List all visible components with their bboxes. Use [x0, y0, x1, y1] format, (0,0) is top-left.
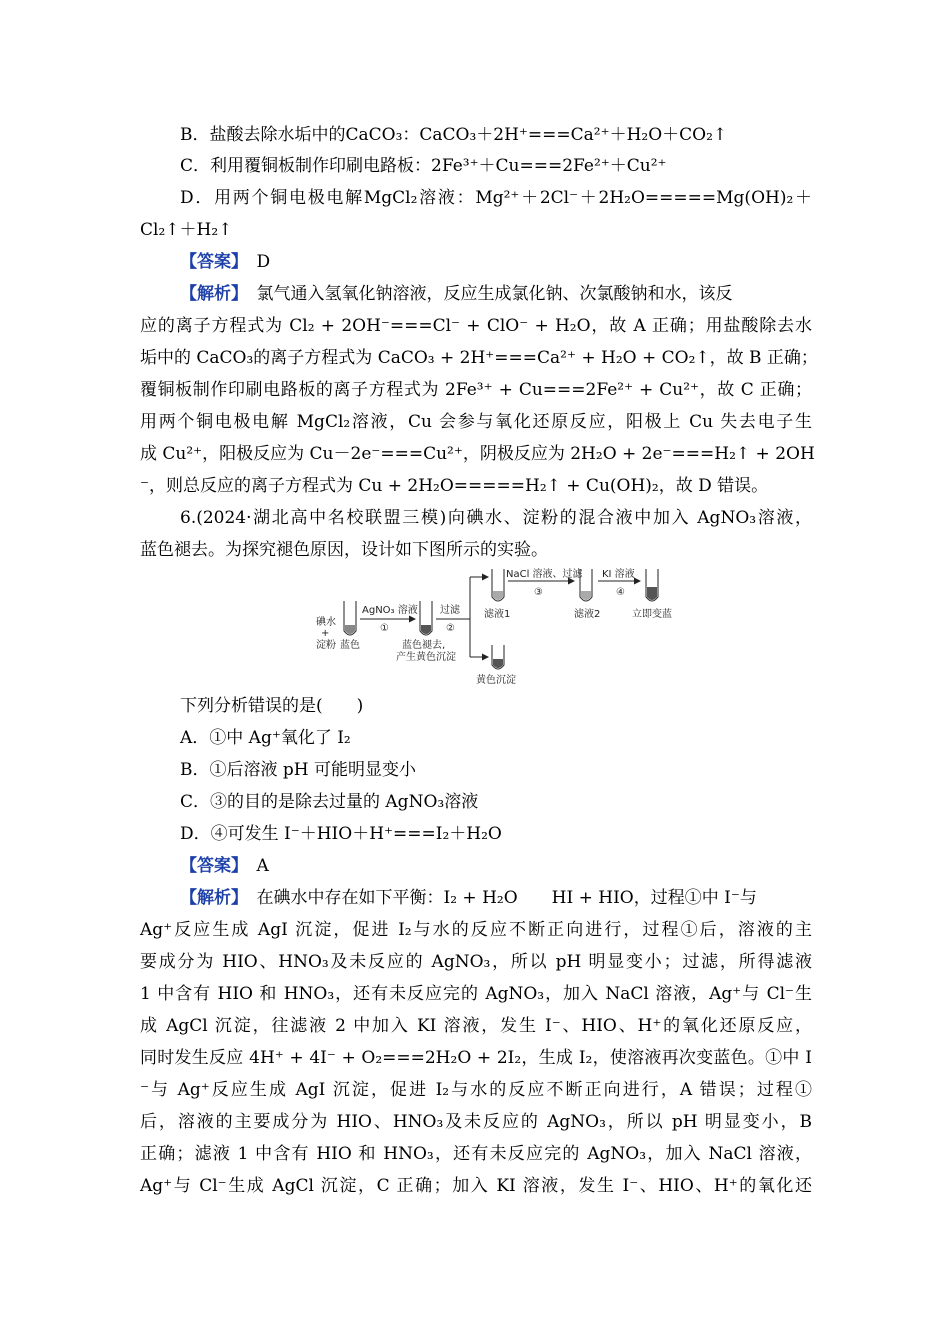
analysis-2-line-6: 同时发生反应 4H⁺ + 4I⁻ + O₂===2H₂O + 2I₂，生成 I₂，使溶液再次变蓝色。①中 I	[140, 1048, 812, 1068]
analysis-1-line-3: 垢中的 CaCO₃的离子方程式为 CaCO₃ + 2H⁺===Ca²⁺ + H₂O + CO₂↑，故 B 正确；	[140, 348, 818, 368]
arrow-2-label: 过滤	[440, 605, 460, 616]
analysis-2-line-3: 要成分为 HIO、HNO₃及未反应的 AgNO₃，所以 pH 明显变小；过滤，所得滤液	[140, 952, 812, 972]
analysis-1-line-1	[180, 283, 812, 305]
experiment-diagram	[310, 567, 690, 687]
question-6-option-a: A．①中 Ag⁺氧化了 I₂	[180, 728, 351, 748]
arrow-1-label: AgNO₃ 溶液	[362, 605, 418, 616]
option-c-equation: C．利用覆铜板制作印刷电路板：2Fe³⁺＋Cu===2Fe²⁺＋Cu²⁺	[180, 156, 667, 176]
option-d-equation-cont: Cl₂↑＋H₂↑	[140, 220, 233, 240]
question-6-option-b: B．①后溶液 pH 可能明显变小	[180, 760, 417, 780]
analysis-tag: 【解析】	[180, 284, 240, 304]
answer-value: D	[256, 252, 271, 272]
option-d-equation: D．用两个铜电极电解MgCl₂溶液：Mg²⁺＋2Cl⁻＋2H₂O=====Mg(OH)₂＋	[180, 188, 812, 208]
filtrate-1-label: 滤液1	[484, 609, 511, 620]
answer-value: A	[256, 856, 269, 876]
precipitate-tube-icon	[492, 645, 504, 669]
question-6-prompt: 下列分析错误的是( )	[180, 696, 364, 716]
precipitate-label: 黄色沉淀	[476, 675, 516, 686]
analysis-1-line-4: 覆铜板制作印刷电路板的离子方程式为 2Fe³⁺ + Cu===2Fe²⁺ + Cu²⁺，故 C 正确；	[140, 380, 812, 400]
analysis-2-line-4: 1 中含有 HIO 和 HNO₃，还有未反应完的 AgNO₃，加入 NaCl 溶液，Ag⁺与 Cl⁻生	[140, 984, 813, 1004]
tube-1-label: 蓝色	[340, 640, 360, 651]
arrow-1-step: ①	[380, 623, 389, 634]
analysis-2-line-8: 后，溶液的主要成分为 HIO、HNO₃及未反应的 AgNO₃，所以 pH 明显变小，B	[140, 1112, 812, 1132]
analysis-2-line-7: ⁻与 Ag⁺反应生成 AgI 沉淀，促进 I₂与水的反应不断正向进行，A 错误；过程①	[140, 1080, 812, 1100]
question-6-stem-cont: 蓝色褪去。为探究褪色原因，设计如下图所示的实验。	[140, 540, 548, 560]
question-6-option-d: D．④可发生 I⁻＋HIO＋H⁺===I₂＋H₂O	[180, 824, 502, 844]
analysis-2-line-5: 成 AgCl 沉淀，往滤液 2 中加入 KI 溶液，发生 I⁻、HIO、H⁺的氧化还原反应，	[140, 1016, 812, 1036]
arrow-3-label: NaCl 溶液、过滤	[506, 569, 583, 580]
analysis-2-line-10: Ag⁺与 Cl⁻生成 AgCl 沉淀，C 正确；加入 KI 溶液，发生 I⁻、HIO、H⁺的氧化还	[140, 1176, 812, 1196]
answer-2	[180, 855, 812, 877]
question-6-stem: 6.(2024·湖北高中名校联盟三模)向碘水、淀粉的混合液中加入 AgNO₃溶液，	[180, 508, 812, 528]
analysis-text: 氯气通入氢氧化钠溶液，反应生成氯化钠、次氯酸钠和水，该反	[256, 284, 733, 304]
arrow-4-step: ④	[616, 587, 625, 598]
tube-2-label-1: 蓝色褪去,	[402, 640, 446, 651]
filtrate-2-label: 滤液2	[574, 609, 601, 620]
question-6-option-c: C．③的目的是除去过量的 AgNO₃溶液	[180, 792, 479, 812]
answer-tag: 【答案】	[180, 856, 240, 876]
test-tube-2-icon	[420, 601, 432, 635]
answer-1	[180, 251, 812, 273]
arrow-3-step: ③	[534, 587, 543, 598]
answer-tag: 【答案】	[180, 252, 240, 272]
final-tube-icon	[646, 569, 658, 601]
option-b-equation: B．盐酸去除水垢中的CaCO₃：CaCO₃＋2H⁺===Ca²⁺＋H₂O＋CO₂↑	[180, 125, 728, 145]
filtrate-1-tube-icon	[492, 569, 504, 601]
analysis-1-line-6: 成 Cu²⁺，阳极反应为 Cu－2e⁻===Cu²⁺，阴极反应为 2H₂O + 2e⁻===H₂↑ + 2OH	[140, 444, 815, 464]
final-label: 立即变蓝	[632, 609, 672, 620]
start-label-top: 碘水	[316, 617, 336, 628]
tube-2-label-2: 产生黄色沉淀	[396, 652, 456, 663]
arrow-4-label: KI 溶液	[602, 569, 635, 580]
analysis-1-line-7: ⁻，则总反应的离子方程式为 Cu + 2H₂O=====H₂↑ + Cu(OH)₂，故 D 错误。	[140, 476, 769, 496]
analysis-text: 在碘水中存在如下平衡：I₂ + H₂O HI + HIO，过程①中 I⁻与	[256, 888, 757, 908]
analysis-2-line-1	[180, 887, 812, 909]
arrow-2-step: ②	[446, 623, 455, 634]
analysis-1-line-2: 应的离子方程式为 Cl₂ + 2OH⁻===Cl⁻ + ClO⁻ + H₂O，故 A 正确；用盐酸除去水	[140, 316, 812, 336]
start-label-bottom: 淀粉	[316, 640, 336, 651]
start-label-plus: +	[321, 628, 330, 639]
analysis-1-line-5: 用两个铜电极电解 MgCl₂溶液，Cu 会参与氧化还原反应，阳极上 Cu 失去电子生	[140, 412, 812, 432]
analysis-2-line-9: 正确；滤液 1 中含有 HIO 和 HNO₃，还有未反应完的 AgNO₃，加入 NaCl 溶液，	[140, 1144, 812, 1164]
test-tube-1-icon	[344, 601, 356, 635]
analysis-tag: 【解析】	[180, 888, 240, 908]
analysis-2-line-2: Ag⁺反应生成 AgI 沉淀，促进 I₂与水的反应不断正向进行，过程①后，溶液的主	[140, 920, 812, 940]
